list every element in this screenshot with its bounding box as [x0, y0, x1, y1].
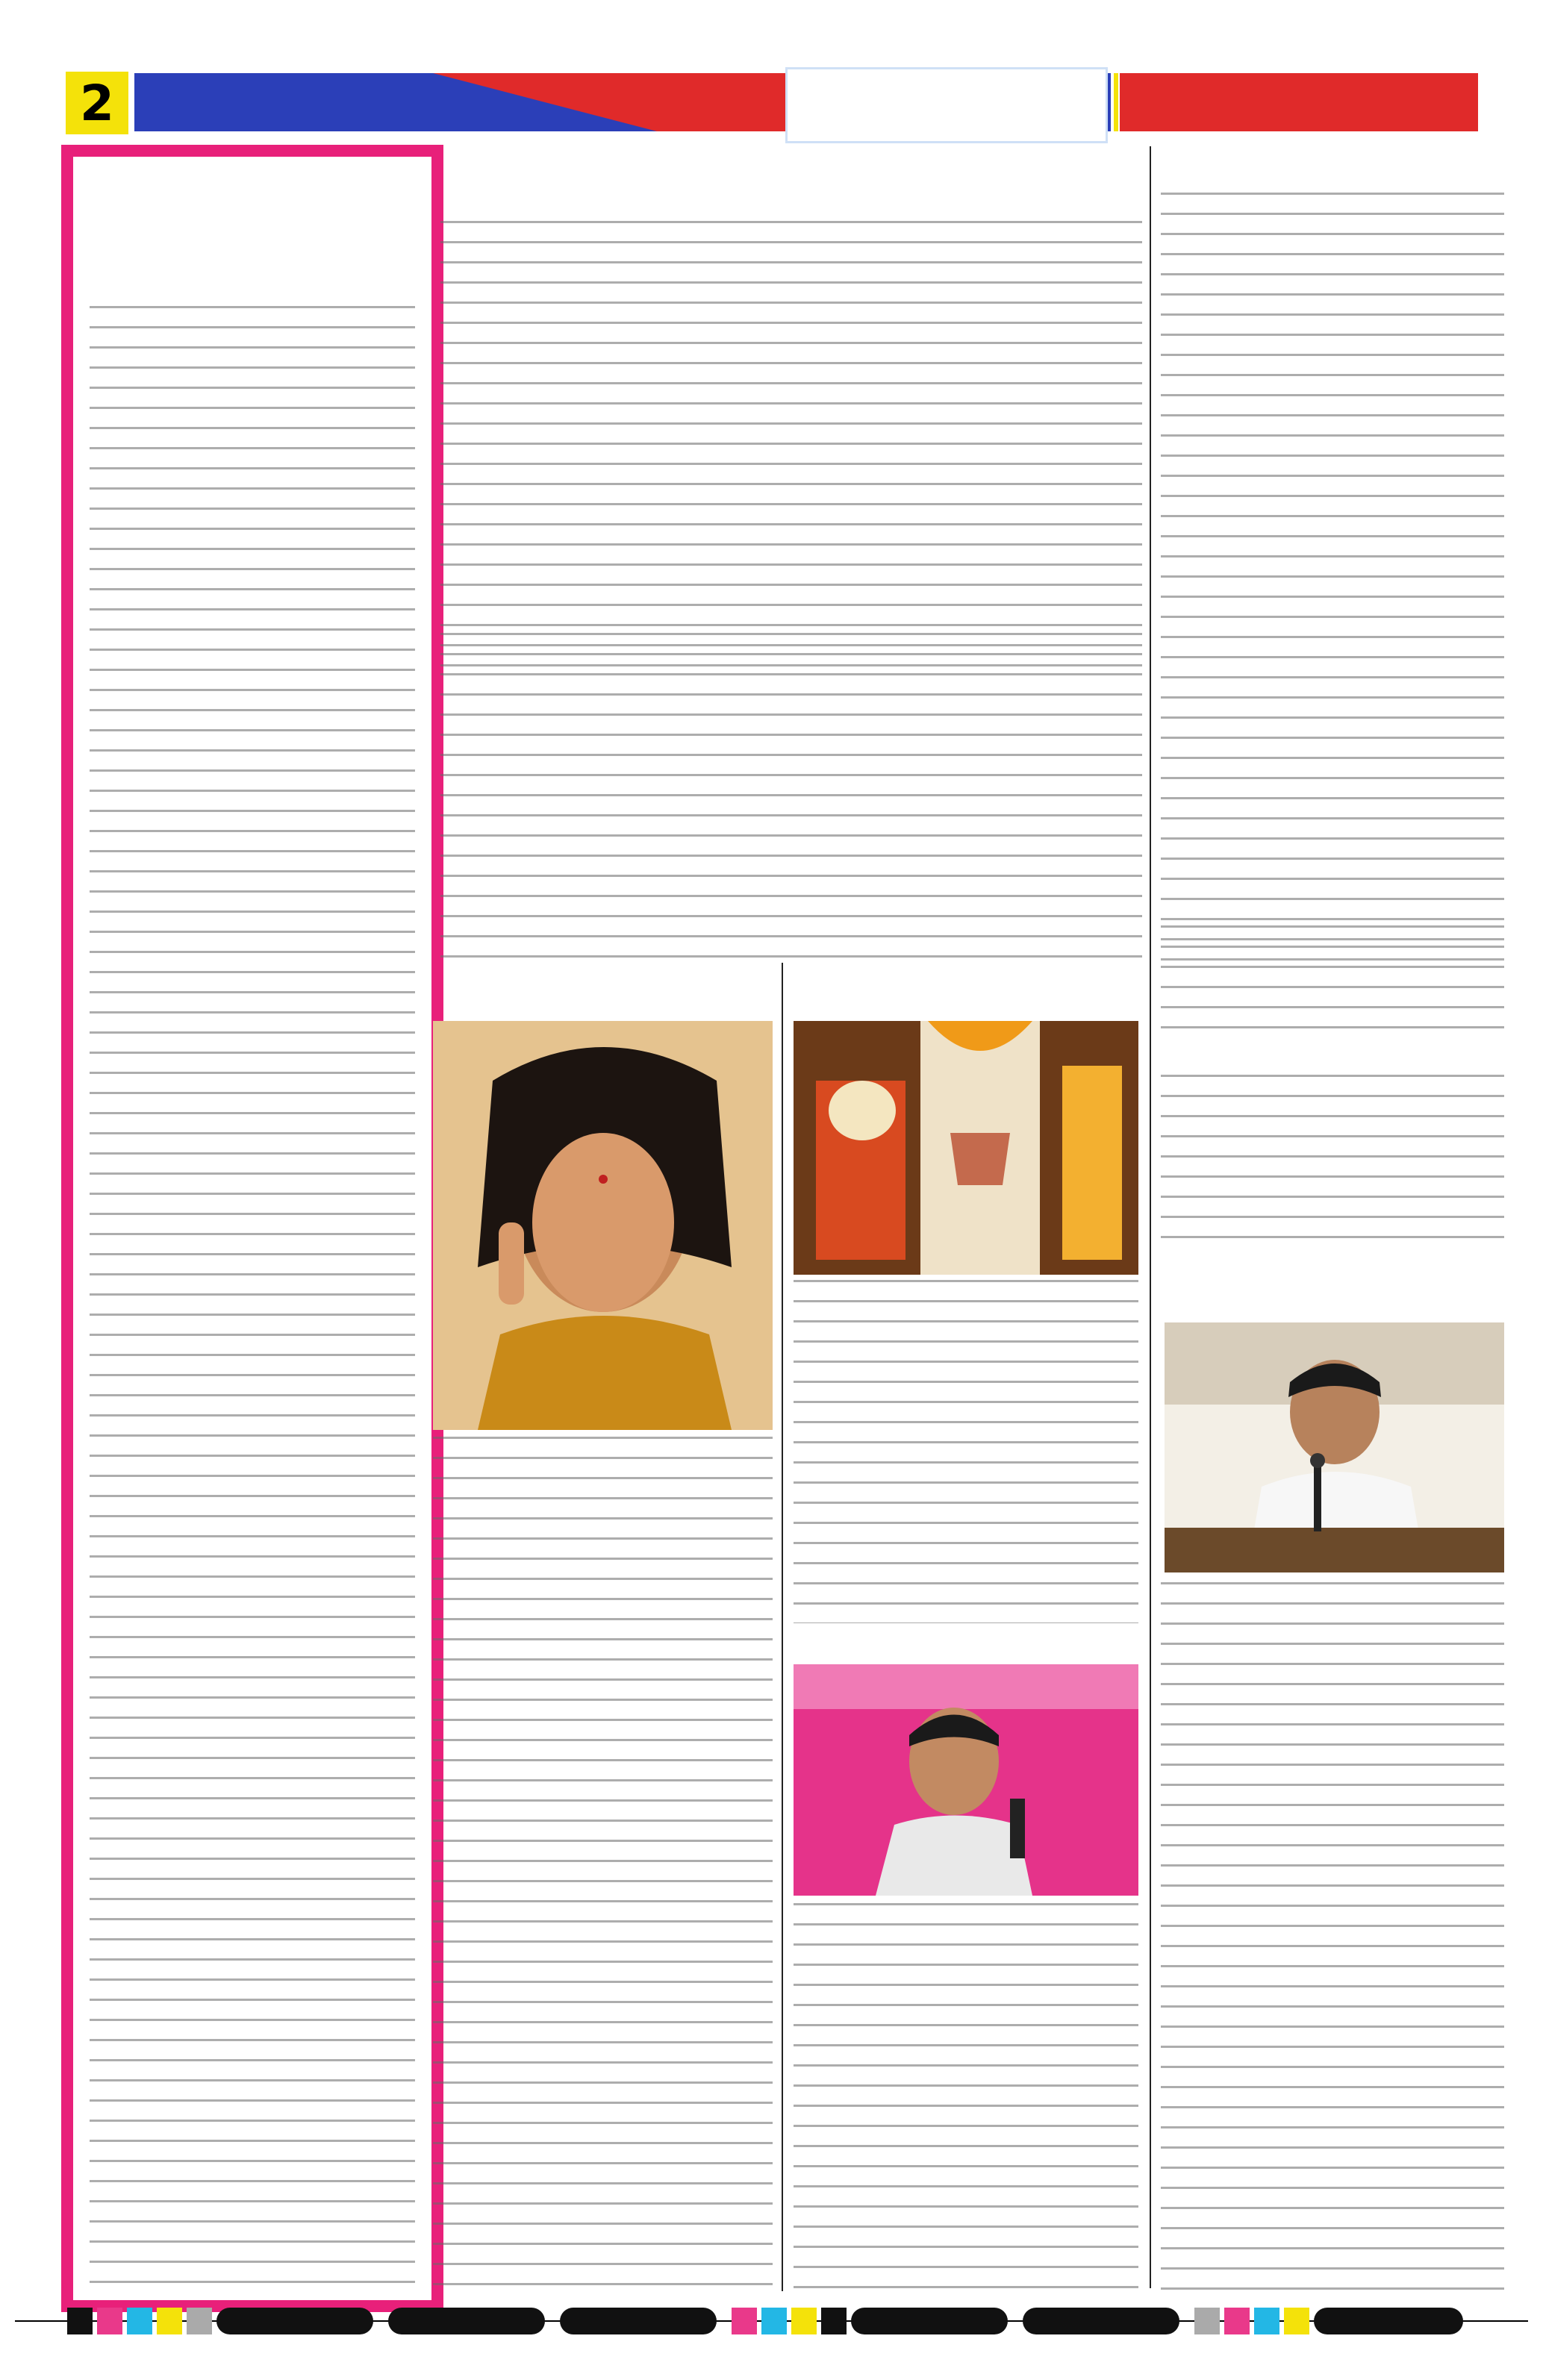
article-karyakartha-text: [1161, 1582, 1504, 2291]
article-mirchi-text-2: [1161, 1075, 1504, 1254]
editorial-box: [61, 145, 443, 2312]
footer-color-bar: [0, 2305, 1543, 2337]
newspaper-title: [785, 67, 1108, 143]
photo-delhi-cm: [433, 1021, 773, 1430]
page-number: 2: [66, 72, 128, 134]
article-vaibhavanga-text: [794, 1280, 1138, 1623]
photo-minister: [1165, 1322, 1504, 1572]
issue-date: [1123, 78, 1489, 125]
photo-speaker: [794, 1664, 1138, 1896]
column-rule: [1150, 146, 1151, 2288]
editorial-body-text: [90, 306, 415, 2284]
article-vallabhaneni-text: [440, 633, 1142, 961]
article-pratidi-guru-text: [794, 1903, 1138, 2291]
article-jagan-text: [440, 221, 1142, 680]
article-delhi-cm-text: [433, 1437, 773, 2291]
article-protocol-text: [1161, 193, 1504, 965]
column-rule: [782, 963, 783, 2291]
photo-temple: [794, 1021, 1138, 1275]
article-mirchi-text: [1161, 925, 1504, 1041]
